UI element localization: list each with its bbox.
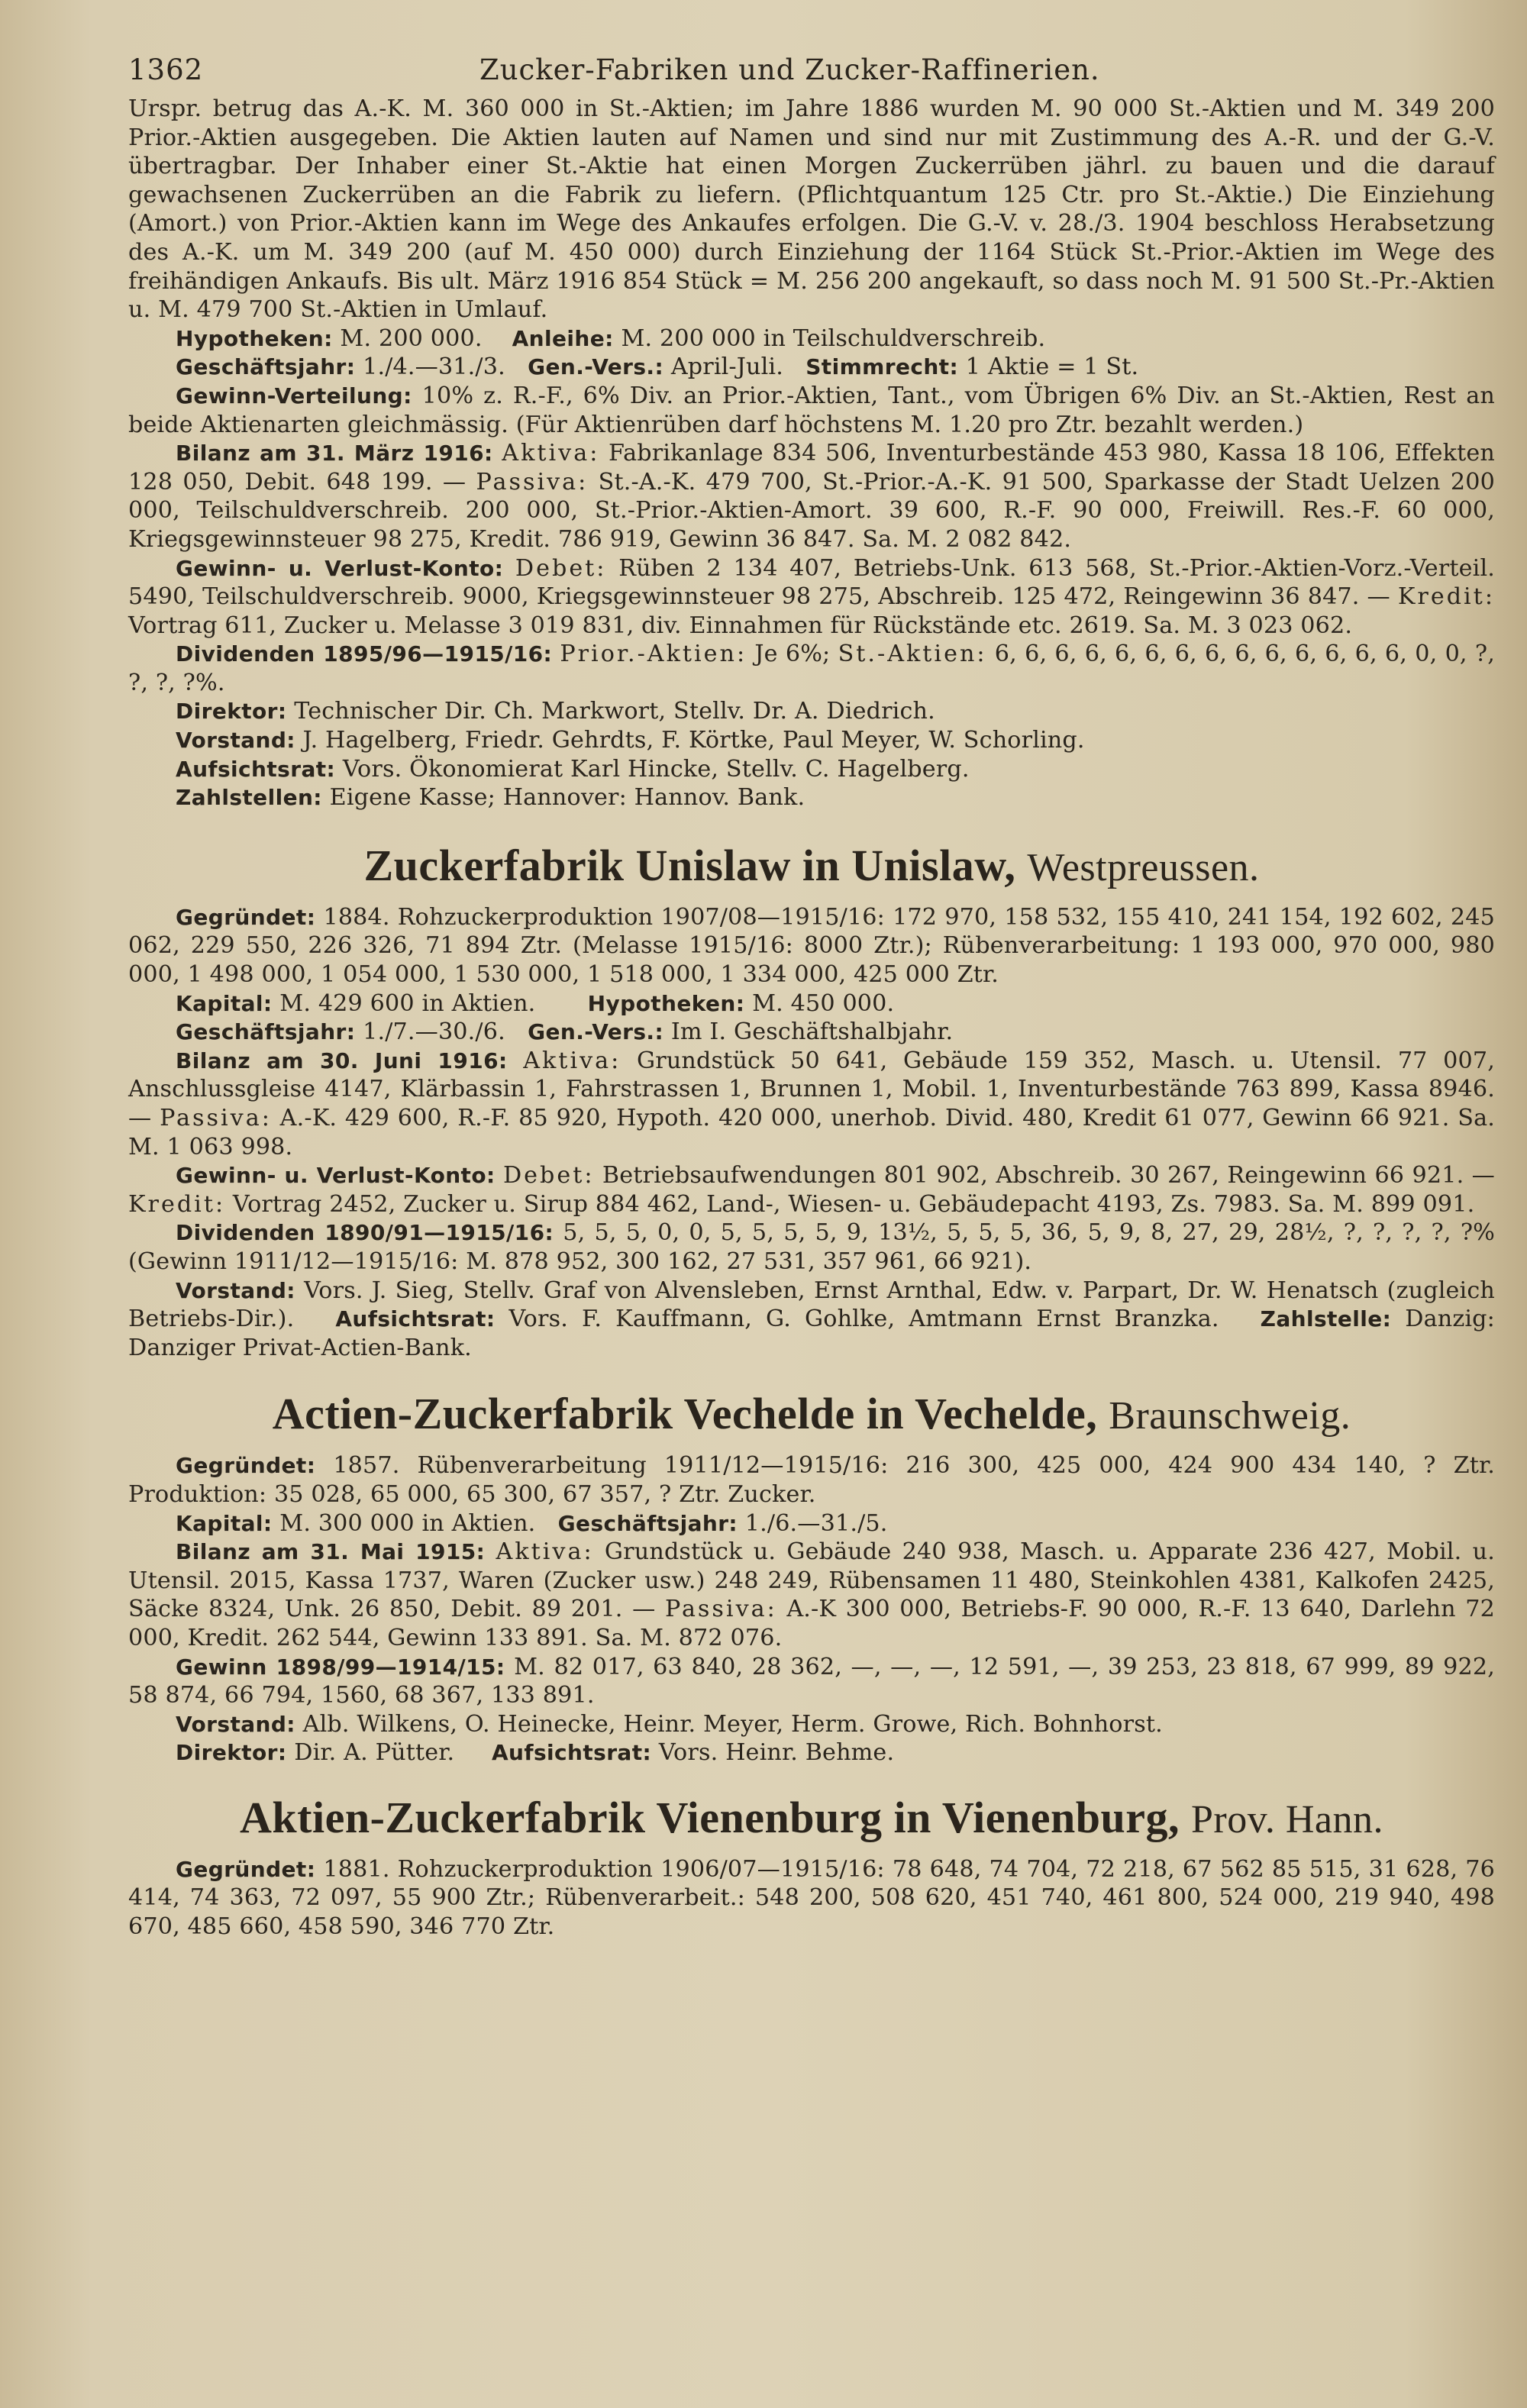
entry1-intro: Urspr. betrug das A.-K. M. 360 000 in St.-Aktien; im Jahre 1886 wurden M. 90 000 St.-Aktien und M. 349 200 Prior.-Aktien ausgegeben. Die Aktien lauten auf Namen und sind nur mit Zustimmung des A.-R. und der G.-V. übertragbar. Der Inhaber einer St.-Aktie hat einen Morgen Zuckerrüben jährl. zu bauen und die darauf gewachsenen Zuckerrüben an die Fabrik zu liefern. (Pflichtquantum 125 Ctr. pro St.-Aktie.) Die Einziehung (Amort.) von Prior.-Aktien kann im Wege des Ankaufes erfolgen. Die G.-V. v. 28./3. 1904 beschloss Herabsetzung des A.-K. um M. 349 200 (auf M. 450 000) durch Einziehung der 1164 Stück St.-Prior.-Aktien im Wege des freihändigen Ankaufs. Bis ult. März 1916 854 Stück = M. 256 200 angekauft, so dass noch M. 91 500 St.-Pr.-Aktien u. M. 479 700 St.-Aktien in Umlauf. bbox=[128, 95, 1495, 324]
label: Geschäftsjahr: bbox=[176, 1019, 356, 1045]
label: Hypotheken: bbox=[587, 990, 745, 1016]
value: Rüben 2 134 407, Betriebs-Unk. 613 568, St.-Prior.-Aktien-Vorz.-Verteil. 5490, Teilschuldverschreib. 9000, Kriegsgewinnsteuer 98 275, Abschreib. 125 472, Reingewinn 36 847. — bbox=[128, 554, 1496, 611]
value: A.-K 300 000, Betriebs-F. 90 000, R.-F. 13 640, Darlehn 72 000, Kredit. 262 544, Gewinn 133 891. Sa. M. 872 076. bbox=[128, 1596, 1495, 1651]
entry3-direktor bbox=[128, 1738, 1495, 1767]
entry2-dividenden bbox=[128, 1219, 1495, 1276]
entry2-kapital bbox=[128, 989, 1495, 1018]
label: Direktor: bbox=[176, 699, 287, 725]
passiva-word: Passiva: bbox=[160, 1105, 272, 1131]
label: Kapital: bbox=[176, 1510, 273, 1536]
company-region: Prov. Hann. bbox=[1190, 1797, 1383, 1842]
value: M. 429 600 in Aktien. bbox=[279, 989, 536, 1017]
value: M. 450 000. bbox=[752, 989, 895, 1017]
prior-word: Prior.-Aktien: bbox=[560, 641, 747, 668]
company-name: Aktien-Zuckerfabrik Vienenburg in Vienenburg, bbox=[240, 1792, 1180, 1842]
company-region: Westpreussen. bbox=[1027, 845, 1260, 889]
value: 10% z. R.-F., 6% Div. an Prior.-Aktien, Tant., vom Übrigen 6% Div. an St.-Aktien, Rest an beide Aktienarten gleichmässig. (Für Aktienrüben darf höchstens M. 1.20 pro Ztr. bezahlt werden.) bbox=[128, 382, 1495, 438]
value: Vors. J. Sieg, Stellv. Graf von Alvensleben, Ernst Arnthal, Edw. v. Parpart, Dr. W. Henatsch (zugleich Betriebs-Dir.). bbox=[128, 1277, 1495, 1333]
debet-word: Debet: bbox=[502, 1162, 595, 1189]
aktiva-word: Aktiva: bbox=[502, 440, 600, 467]
label: Gewinn-Verteilung: bbox=[176, 383, 412, 408]
entry4-heading bbox=[128, 1793, 1495, 1845]
entry3-gegruendet bbox=[128, 1451, 1495, 1509]
entry1-geschaeftsjahr bbox=[128, 353, 1495, 382]
entry1-vorstand bbox=[128, 726, 1495, 755]
value: 5, 5, 5, 0, 0, 5, 5, 5, 5, 9, 13½, 5, 5, 5, 36, 5, 9, 8, 27, 29, 28½, ?, ?, ?, ?, ?% (Gewinn 1911/12—1915/16: M. 878 952, 300 162, 27 531, 357 961, 66 921). bbox=[128, 1219, 1495, 1275]
debet-word: Debet: bbox=[515, 554, 607, 582]
label: Gegründet: bbox=[176, 904, 316, 930]
value: 1881. Rohzuckerproduktion 1906/07—1915/16: 78 648, 74 704, 72 218, 67 562 85 515, 31 628, 76 414, 74 363, 72 097, 55 900 Ztr.; Rübenverarbeit.: 548 200, 508 620, 451 740, 461 800, 524 000, 219 940, 498 670, 485 660, 458 590, 346 770 Ztr. bbox=[128, 1855, 1496, 1941]
value: Im I. Geschäftshalbjahr. bbox=[670, 1018, 954, 1046]
entry1-zahlstellen bbox=[128, 783, 1495, 812]
value: Technischer Dir. Ch. Markwort, Stellv. Dr. A. Diedrich. bbox=[294, 698, 935, 725]
value: Grundstück u. Gebäude 240 938, Masch. u. Apparate 236 427, Mobil. u. Utensil. 2015, Kassa 1737, Waren (Zucker usw.) 248 249, Rübensamen 11 480, Steinkohlen 4381, Kalkofen 2425, Säcke 8324, Unk. 26 850, Debit. 89 201. — bbox=[128, 1538, 1495, 1623]
value: M. 300 000 in Aktien. bbox=[279, 1509, 536, 1537]
value: Betriebsaufwendungen 801 902, Abschreib. 30 267, Reingewinn 66 921. — bbox=[602, 1162, 1496, 1189]
label: Zahlstelle: bbox=[1260, 1306, 1392, 1332]
aktiva-word: Aktiva: bbox=[496, 1538, 594, 1566]
value: A.-K. 429 600, R.-F. 85 920, Hypoth. 420 000, unerhob. Divid. 480, Kredit 61 077, Gewinn 66 921. Sa. M. 1 063 998. bbox=[128, 1105, 1496, 1160]
entry2-vorstand bbox=[128, 1277, 1495, 1363]
value: Danzig: Danziger Privat-Actien-Bank. bbox=[128, 1306, 1495, 1361]
entry3-gewinn bbox=[128, 1653, 1495, 1710]
label: Bilanz am 31. März 1916: bbox=[176, 441, 493, 466]
value: Vors. F. Kauffmann, G. Gohlke, Amtmann Ernst Branzka. bbox=[508, 1306, 1219, 1333]
passiva-word: Passiva: bbox=[664, 1596, 777, 1623]
label: Vorstand: bbox=[176, 1277, 295, 1303]
label: Hypotheken: bbox=[176, 325, 333, 351]
value: Alb. Wilkens, O. Heinecke, Heinr. Meyer, Herm. Growe, Rich. Bohnhorst. bbox=[302, 1710, 1163, 1738]
value: 1884. Rohzuckerproduktion 1907/08—1915/16: 172 970, 158 532, 155 410, 241 154, 192 602, 245 062, 229 550, 226 326, 71 894 Ztr. (Melasse 1915/16: 8000 Ztr.); Rübenverarbeitung: 1 193 000, 970 000, 980 000, 1 498 000, 1 054 000, 1 530 000, 1 518 000, 1 334 000, 425 000 Ztr. bbox=[128, 903, 1495, 989]
label: Aufsichtsrat: bbox=[335, 1306, 496, 1332]
label: Gegründet: bbox=[176, 1453, 316, 1479]
entry1-aufsichtsrat bbox=[128, 755, 1495, 784]
value: 1./6.—31./5. bbox=[744, 1509, 888, 1537]
entry1-guv bbox=[128, 554, 1495, 641]
entry3-kapital bbox=[128, 1509, 1495, 1538]
label: Aufsichtsrat: bbox=[176, 756, 336, 782]
entry1-hypotheken-anleihe bbox=[128, 324, 1495, 353]
label: Gen.-Vers.: bbox=[528, 1019, 664, 1045]
entry3-heading bbox=[128, 1390, 1495, 1441]
kredit-word: Kredit: bbox=[1397, 583, 1495, 611]
label: Geschäftsjahr: bbox=[557, 1510, 738, 1536]
aktiva-word: Aktiva: bbox=[523, 1047, 621, 1074]
label: Aufsichtsrat: bbox=[491, 1740, 652, 1766]
value: Dir. A. Pütter. bbox=[294, 1739, 455, 1767]
value: Fabrikanlage 834 506, Inventurbestände 453 980, Kassa 18 106, Effekten 128 050, Debit. 648 199. — bbox=[128, 440, 1496, 495]
value: 1./4.—31./3. bbox=[363, 353, 505, 381]
value: J. Hagelberg, Friedr. Gehrdts, F. Körtke, Paul Meyer, W. Schorling. bbox=[302, 727, 1085, 754]
value: M. 82 017, 63 840, 28 362, —, —, —, 12 591, —, 39 253, 23 818, 67 999, 89 922, 58 874, 66 794, 1560, 68 367, 133 891. bbox=[128, 1653, 1495, 1709]
value: Grundstück 50 641, Gebäude 159 352, Masch. u. Utensil. 77 007, Anschlussgleise 4147, Klärbassin 1, Fahrstrassen 1, Brunnen 1, Mobil. 1, Inventurbestände 763 899, Kassa 8946. — bbox=[128, 1047, 1495, 1131]
label: Dividenden 1895/96—1915/16: bbox=[176, 641, 553, 667]
entry1-dividenden bbox=[128, 640, 1495, 697]
page-number: 1362 bbox=[128, 53, 204, 86]
value: Vors. Heinr. Behme. bbox=[658, 1739, 895, 1767]
entry2-heading bbox=[128, 841, 1495, 893]
entry2-bilanz bbox=[128, 1047, 1495, 1161]
label: Vorstand: bbox=[176, 728, 295, 754]
label: Anleihe: bbox=[512, 325, 614, 351]
page-content bbox=[128, 49, 1495, 1942]
label: Gewinn- u. Verlust-Konto: bbox=[176, 1163, 496, 1189]
label: Gen.-Vers.: bbox=[528, 354, 664, 380]
entry2-gegruendet bbox=[128, 903, 1495, 989]
company-region: Braunschweig. bbox=[1109, 1394, 1351, 1438]
value: St.-A.-K. 479 700, St.-Prior.-A.-K. 91 500, Sparkasse der Stadt Uelzen 200 000, Teilschuldverschreib. 200 000, St.-Prior.-Aktien-Amort. 39 600, R.-F. 90 000, Freiwill. Res.-F. 60 000, Kriegsgewinnsteuer 98 275, Kredit. 786 919, Gewinn 36 847. Sa. M. 2 082 842. bbox=[128, 468, 1495, 553]
label: Gegründet: bbox=[176, 1856, 316, 1882]
entry1-gewinnverteilung bbox=[128, 382, 1495, 439]
entry2-guv bbox=[128, 1161, 1495, 1219]
company-name: Zuckerfabrik Unislaw in Unislaw, bbox=[363, 840, 1016, 890]
label: Gewinn 1898/99—1914/15: bbox=[176, 1654, 505, 1680]
entry2-geschaeftsjahr bbox=[128, 1018, 1495, 1047]
running-header bbox=[128, 49, 1495, 95]
company-name: Actien-Zuckerfabrik Vechelde in Vechelde, bbox=[272, 1389, 1098, 1439]
value: April-Juli. bbox=[670, 353, 783, 381]
label: Vorstand: bbox=[176, 1711, 295, 1737]
label: Bilanz am 31. Mai 1915: bbox=[176, 1539, 486, 1565]
entry4-gegruendet bbox=[128, 1855, 1495, 1942]
value: Eigene Kasse; Hannover: Hannov. Bank. bbox=[329, 784, 805, 812]
label: Zahlstellen: bbox=[176, 785, 322, 811]
label: Gewinn- u. Verlust-Konto: bbox=[176, 555, 504, 581]
value: Je 6%; bbox=[754, 641, 831, 668]
label: Geschäftsjahr: bbox=[176, 354, 356, 380]
entry1-bilanz bbox=[128, 439, 1495, 554]
entry3-vorstand bbox=[128, 1710, 1495, 1739]
running-title: Zucker-Fabriken und Zucker-Raffinerien. bbox=[479, 53, 1100, 86]
value: Vortrag 611, Zucker u. Melasse 3 019 831, div. Einnahmen für Rückstände etc. 2619. Sa. M. 3 023 062. bbox=[128, 612, 1353, 639]
value: M. 200 000 in Teilschuldverschreib. bbox=[621, 324, 1046, 352]
value: 6, 6, 6, 6, 6, 6, 6, 6, 6, 6, 6, 6, 6, 6, 0, 0, ?, ?, ?, ?%. bbox=[128, 641, 1495, 696]
label: Stimmrecht: bbox=[805, 354, 959, 380]
value: 1857. Rübenverarbeitung 1911/12—1915/16: 216 300, 425 000, 424 900 434 140, ? Ztr. Produktion: 35 028, 65 000, 65 300, 67 357, ? Ztr. Zucker. bbox=[128, 1452, 1495, 1508]
label: Direktor: bbox=[176, 1740, 287, 1766]
label: Dividenden 1890/91—1915/16: bbox=[176, 1220, 554, 1246]
st-word: St.-Aktien: bbox=[838, 641, 987, 668]
label: Kapital: bbox=[176, 990, 273, 1016]
entry1-direktor bbox=[128, 697, 1495, 726]
passiva-word: Passiva: bbox=[476, 468, 589, 495]
value: 1./7.—30./6. bbox=[363, 1018, 505, 1046]
kredit-word: Kredit: bbox=[128, 1190, 226, 1218]
entry3-bilanz bbox=[128, 1538, 1495, 1652]
label: Bilanz am 30. Juni 1916: bbox=[176, 1047, 508, 1073]
value: Vors. Ökonomierat Karl Hincke, Stellv. C. Hagelberg. bbox=[342, 755, 970, 783]
value: M. 200 000. bbox=[340, 324, 483, 352]
value: Vortrag 2452, Zucker u. Sirup 884 462, Land-, Wiesen- u. Gebäudepacht 4193, Zs. 7983. Sa. M. 899 091. bbox=[232, 1190, 1475, 1218]
value: 1 Aktie = 1 St. bbox=[965, 353, 1139, 381]
